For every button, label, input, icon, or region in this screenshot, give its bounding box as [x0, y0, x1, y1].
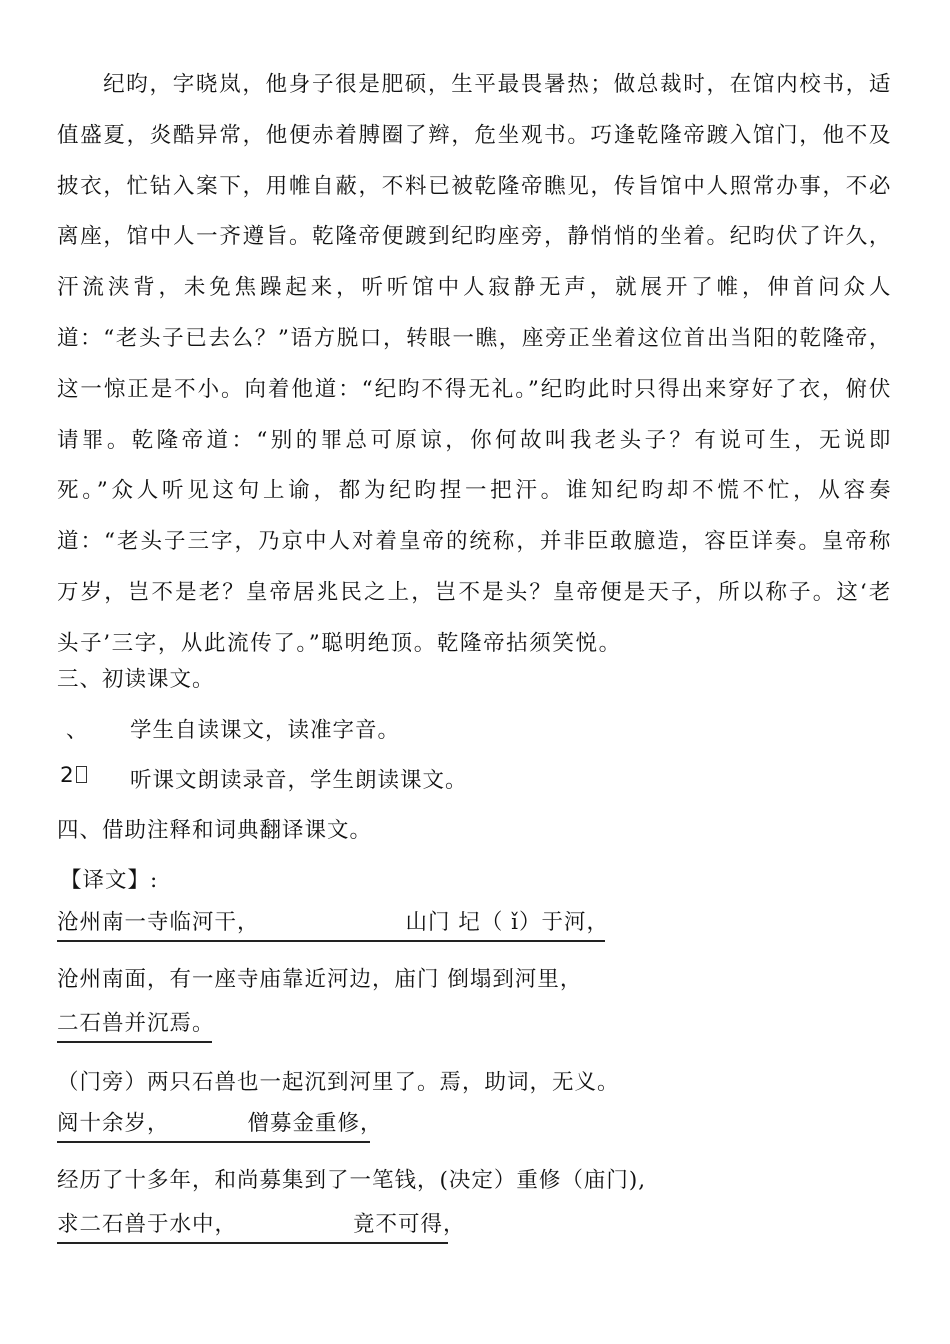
missing-glyph-box: [76, 766, 87, 783]
list-item-2-digit: 2: [60, 763, 74, 788]
original-line-3-part-b: 僧募金重修，: [247, 1111, 383, 1136]
original-line-2-text: 二石兽并沉焉。: [57, 1011, 215, 1036]
original-line-4: [57, 1207, 466, 1244]
translation-line-1: 沧州南面，有一座寺庙靠近河边，庙门 倒塌到河里，: [57, 967, 583, 992]
original-line-1: [57, 905, 610, 942]
original-line-3: [57, 1106, 383, 1143]
original-line-4-part-b: 竟不可得，: [353, 1212, 466, 1237]
original-line-4-part-a: 求二石兽于水中，: [57, 1212, 238, 1237]
translation-line-2: （门旁）两只石兽也一起沉到河里了。焉，助词，无义。: [57, 1070, 620, 1095]
original-line-1-part-a: 沧州南一寺临河干，: [57, 910, 260, 935]
original-line-4-underline: [57, 1207, 466, 1244]
translation-label: 【译文】:: [60, 868, 159, 893]
original-line-2-underline: [57, 1006, 215, 1043]
translation-line-3: 经历了十多年，和尚募集到了一笔钱，(决定）重修（庙门),: [57, 1168, 647, 1193]
original-line-3-part-a: 阅十余岁，: [57, 1111, 170, 1136]
list-item-1-text: 学生自读课文，读准字音。: [130, 718, 401, 743]
section-3-heading: 三、初读课文。: [57, 667, 215, 692]
list-item-1-number: 、: [66, 718, 88, 743]
list-item-2-text: 听课文朗读录音，学生朗读课文。: [130, 768, 468, 793]
original-line-3-underline: [57, 1106, 383, 1143]
list-item-2-number: [60, 763, 87, 788]
original-line-1-part-b: 山门 圮（ ǐ）于河，: [405, 910, 610, 935]
story-text: 纪昀，字晓岚，他身子很是肥硕，生平最畏暑热；做总裁时，在馆内校书，适值盛夏，炎酷异常，他便赤着膊圈了辫，危坐观书。巧逢乾隆帝踱入馆门，他不及披衣，忙钻入案下，用帷自蔽，不料已被乾隆帝瞧见，传旨馆中人照常办事，不必离座，馆中人一齐遵旨。乾隆帝便踱到纪昀座旁，静悄悄的坐着。纪昀伏了许久，汗流浃背，未免焦躁起来，听听馆中人寂静无声，就展开了帷，伸首问众人道：“老头子已去么？”语方脱口，转眼一瞧，座旁正坐着这位首出当阳的乾隆帝，这一惊正是不小。向着他道：“纪昀不得无礼。”纪昀此时只得出来穿好了衣，俯伏请罪。乾隆帝道：“别的罪总可原谅，你何故叫我老头子？有说可生，无说即死。”众人听见这句上谕，都为纪昀捏一把汗。谁知纪昀却不慌不忙，从容奏道：“老头子三字，乃京中人对着皇帝的统称，并非臣敢臆造，容臣详奏。皇帝称万岁，岂不是老？皇帝居兆民之上，岂不是头？皇帝便是天子，所以称子。这‘老头子’三字，从此流传了。”聪明绝顶。乾隆帝拈须笑悦。: [57, 72, 892, 656]
original-line-2: [57, 1006, 215, 1043]
original-line-1-underline: [57, 905, 610, 942]
story-paragraph: [57, 60, 892, 670]
section-4-heading: 四、借助注释和词典翻译课文。: [57, 818, 373, 843]
